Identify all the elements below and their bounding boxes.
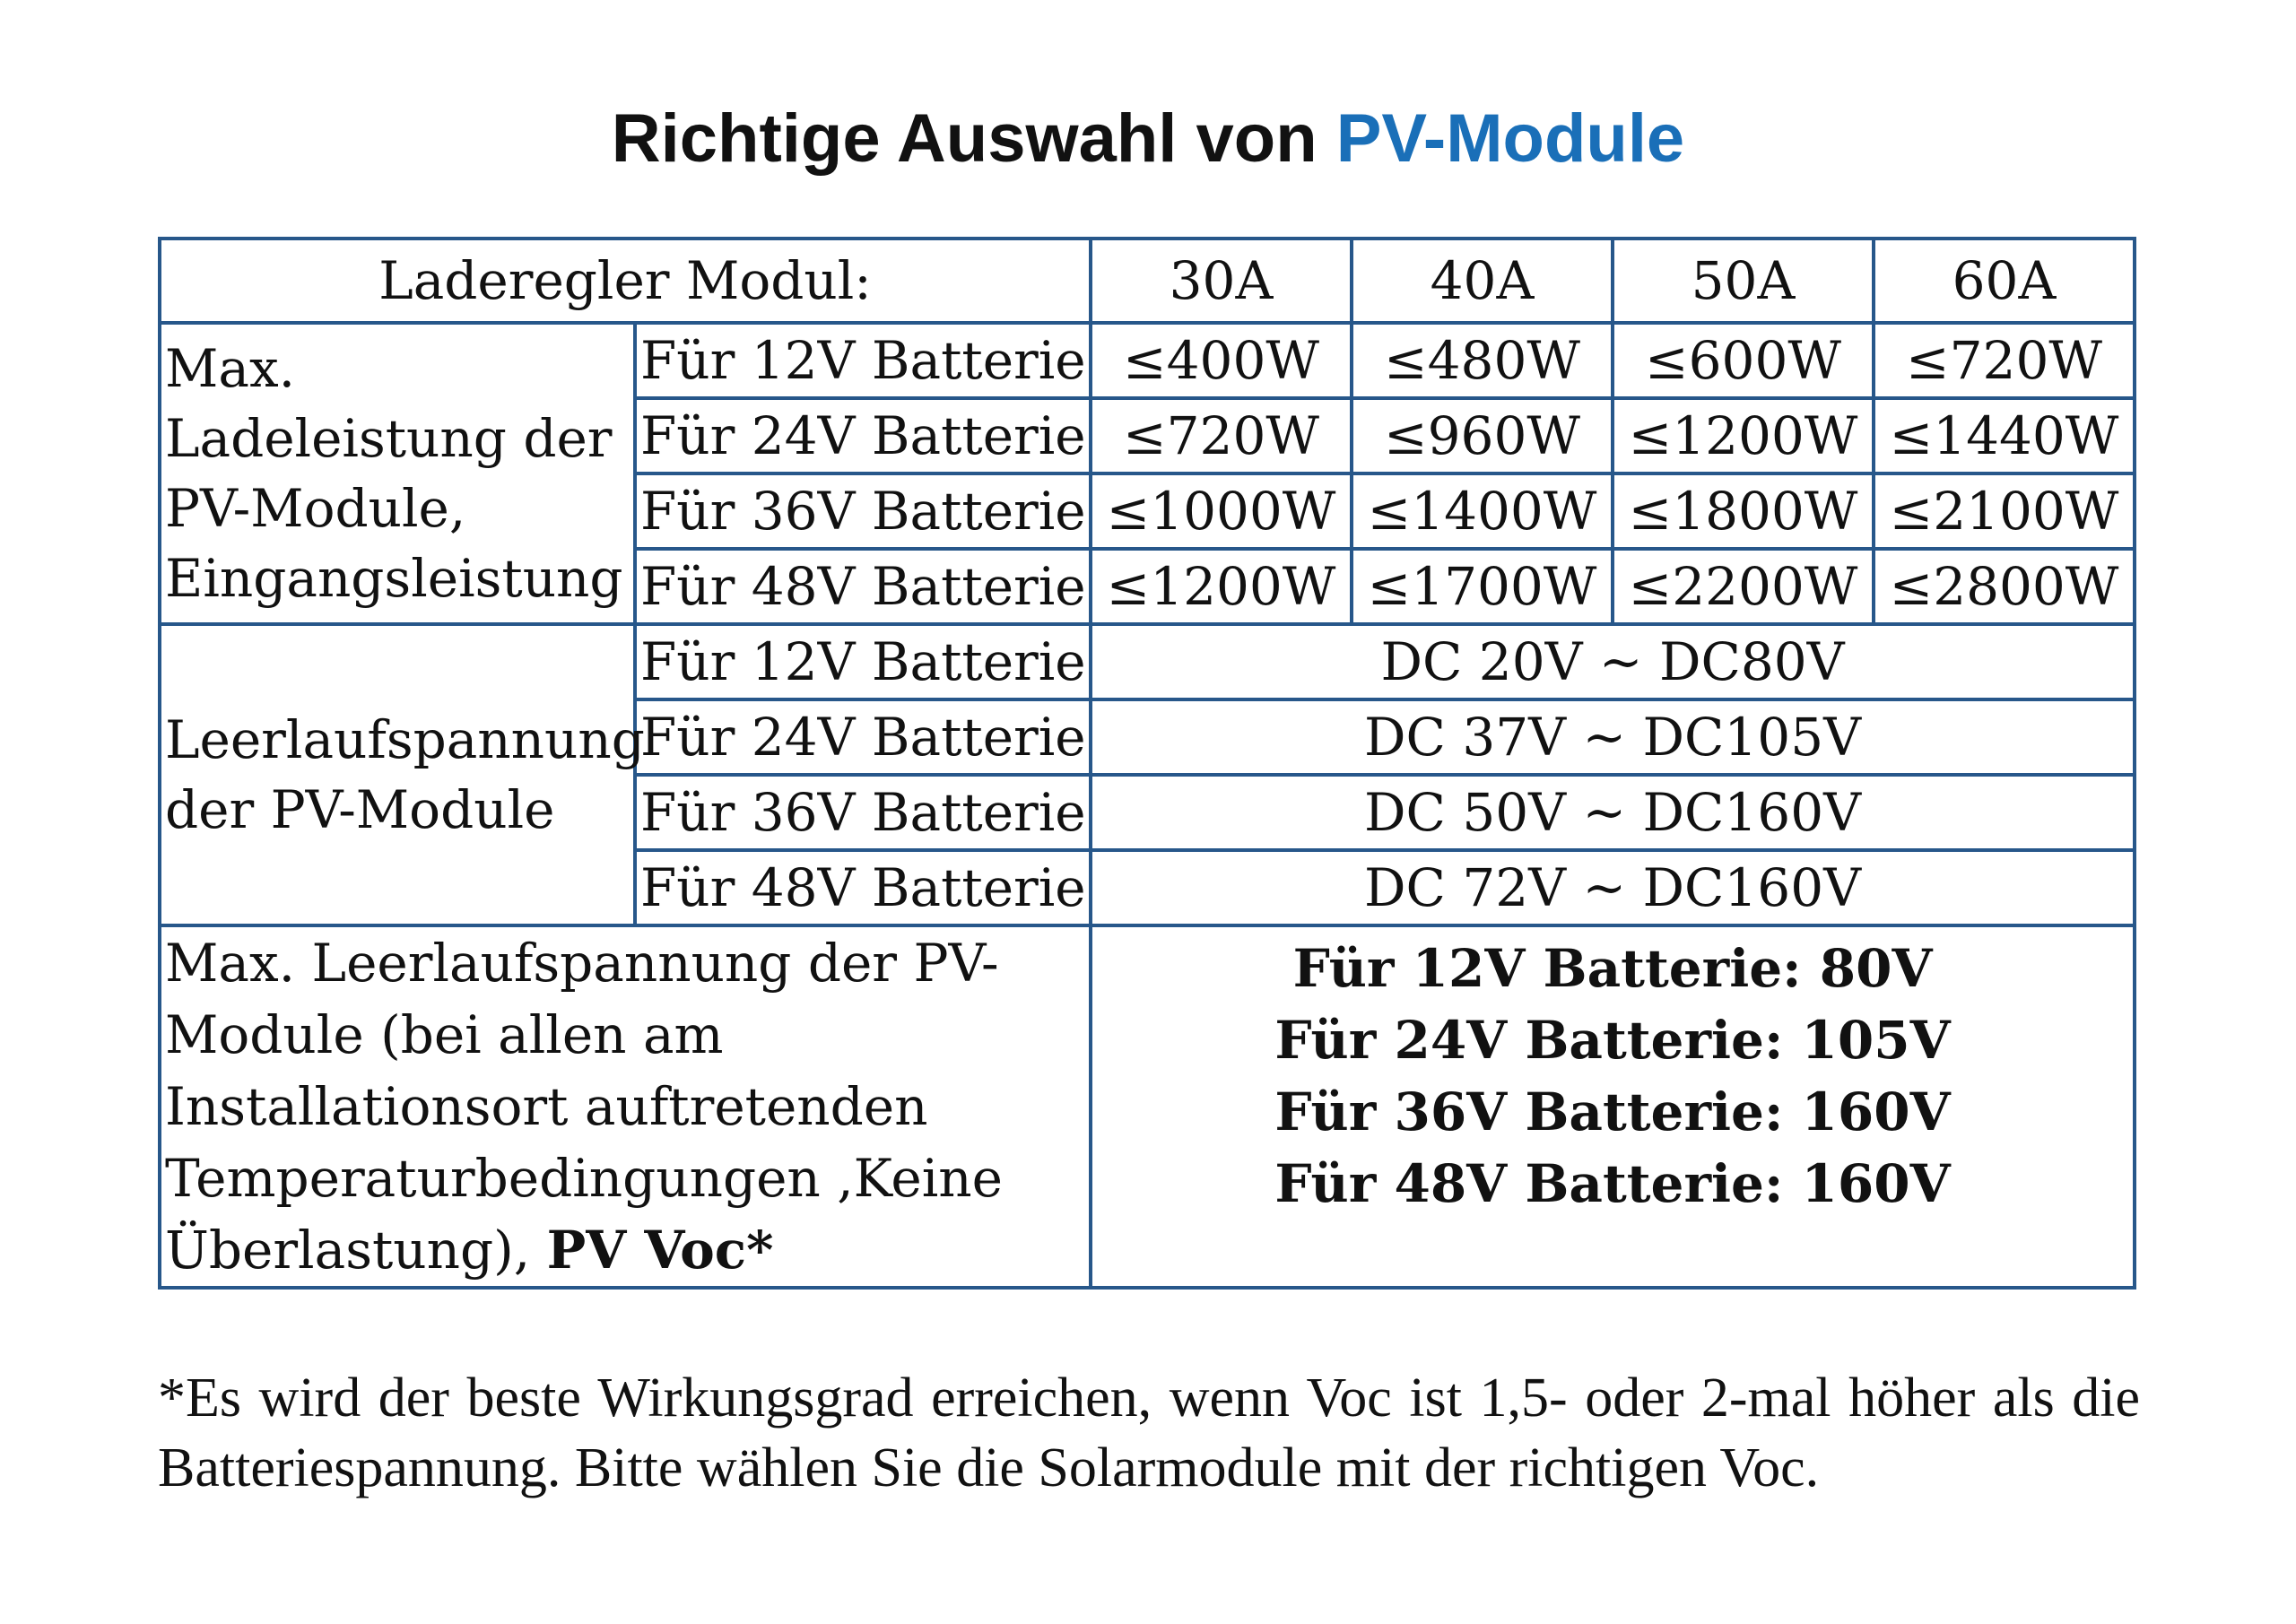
battery-label: Für 24V Batterie <box>635 699 1091 775</box>
power-cell: ≤1200W <box>1613 398 1874 473</box>
max-voc-limits <box>1091 925 2135 1288</box>
charging-power-label: Max. Ladeleistung der PV-Module, Eingangsleistung <box>160 323 635 624</box>
column-header: 40A <box>1352 239 1613 323</box>
title-accent: PV-Module <box>1335 100 1685 177</box>
column-header: 50A <box>1613 239 1874 323</box>
power-cell: ≤720W <box>1874 323 2135 398</box>
voltage-range-cell: DC 50V ~ DC160V <box>1091 775 2135 850</box>
page-title <box>0 94 2296 184</box>
table-row <box>160 323 2135 398</box>
voc-limit-line: Für 24V Batterie: 105V <box>1274 1010 1951 1071</box>
power-cell: ≤1400W <box>1352 473 1613 549</box>
max-voc-label-bold: PV Voc* <box>546 1220 774 1281</box>
table-row <box>160 624 2135 699</box>
battery-label: Für 48V Batterie <box>635 549 1091 624</box>
power-cell: ≤1440W <box>1874 398 2135 473</box>
power-cell: ≤1200W <box>1091 549 1352 624</box>
header-label: Laderegler Modul: <box>160 239 1091 323</box>
battery-label: Für 48V Batterie <box>635 850 1091 925</box>
power-cell: ≤720W <box>1091 398 1352 473</box>
max-voc-label <box>160 925 1091 1288</box>
spec-table <box>158 237 2136 1290</box>
battery-label: Für 12V Batterie <box>635 624 1091 699</box>
battery-label: Für 36V Batterie <box>635 775 1091 850</box>
header-row <box>160 239 2135 323</box>
power-cell: ≤2800W <box>1874 549 2135 624</box>
footnote: *Es wird der beste Wirkungsgrad erreichen, wenn Voc ist 1,5- oder 2-mal höher als die Batteriespannung. Bitte wählen Sie die Solarmodule mit der richtigen Voc. <box>158 1368 2140 1498</box>
power-cell: ≤400W <box>1091 323 1352 398</box>
power-cell: ≤600W <box>1613 323 1874 398</box>
open-circuit-voltage-label: Leerlaufspannung der PV-Module <box>160 624 635 925</box>
column-header: 60A <box>1874 239 2135 323</box>
max-voc-label-text: Max. Leerlaufspannung der PV-Module (bei allen am Installationsort auftretenden Temperaturbedingungen ,Keine Überlastung), <box>165 933 1003 1281</box>
voltage-range-cell: DC 37V ~ DC105V <box>1091 699 2135 775</box>
voltage-range-cell: DC 72V ~ DC160V <box>1091 850 2135 925</box>
title-text: Richtige Auswahl von <box>611 100 1336 177</box>
power-cell: ≤1800W <box>1613 473 1874 549</box>
table-row <box>160 925 2135 1288</box>
power-cell: ≤480W <box>1352 323 1613 398</box>
voltage-range-cell: DC 20V ~ DC80V <box>1091 624 2135 699</box>
power-cell: ≤2200W <box>1613 549 1874 624</box>
power-cell: ≤1700W <box>1352 549 1613 624</box>
voc-limit-line: Für 12V Batterie: 80V <box>1292 938 1933 999</box>
power-cell: ≤960W <box>1352 398 1613 473</box>
voc-limit-line: Für 36V Batterie: 160V <box>1274 1081 1951 1142</box>
column-header: 30A <box>1091 239 1352 323</box>
battery-label: Für 36V Batterie <box>635 473 1091 549</box>
battery-label: Für 24V Batterie <box>635 398 1091 473</box>
voc-limit-line: Für 48V Batterie: 160V <box>1274 1153 1951 1214</box>
power-cell: ≤2100W <box>1874 473 2135 549</box>
battery-label: Für 12V Batterie <box>635 323 1091 398</box>
power-cell: ≤1000W <box>1091 473 1352 549</box>
